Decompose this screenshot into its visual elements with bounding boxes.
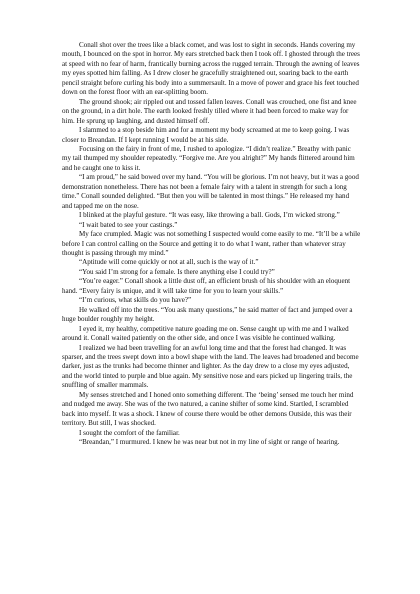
- paragraph-11: “You’re eager.” Conall shook a little dust off, an efficient brush of his shoulder with an eloquent hand. “Every fairy is unique, and it will take time for you to learn your skills.”: [62, 277, 351, 295]
- paragraph-3: I slammed to a stop beside him and for a moment my body screamed at me to keep going. I was closer to Breandan. If I kept running I would be at his side.: [62, 126, 350, 144]
- paragraph-6: I blinked at the playful gesture. “It was easy, like throwing a ball. Gods, I’m wicked strong.”: [79, 211, 340, 220]
- paragraph-7: “I wait bated to see your castings.”: [79, 220, 178, 229]
- paragraph-14: I eyed it, my healthy, competitive nature goading me on. Sense caught up with me and I walked around it. Conall waited patiently on the other side, and once I was visible he continued walking.: [62, 324, 349, 343]
- story-text: [62, 41, 361, 447]
- paragraph-18: “Breandan,” I murmured. I knew he was near but not in my line of sight or range of hearing.: [79, 438, 340, 447]
- paragraph-15: I realized we had been travelling for an awful long time and that the forest had changed. It was sparser, and the trees swept down into a bowl shape with the land. The leaves had broadened and become darker, just as the trunks had become thinner and lighter. As the day drew to a close my eyes adjusted, and the world tinted to purple and blue again. My sensitive nose and ears picked up lingering trails, the snuffling of smaller mammals.: [62, 343, 359, 390]
- paragraph-12: “I’m curious, what skills do you have?”: [79, 296, 192, 305]
- paragraph-5: “I am proud,” he said bowed over my hand. “You will be glorious. I’m not heavy, but it was a good demonstration nonetheless. There has not been a female fairy with a talent in strength for such a long time.” Conall sounded delighted. “But then you will be talented in most things.” He released my hand and tapped me on the nose.: [62, 173, 359, 210]
- paragraph-2: The ground shook; air rippled out and tossed fallen leaves. Conall was crouched, one fist and knee on the ground, in a dirt hole. The earth looked freshly tilled where it had been forced to make way for him. He sprung up laughing, and dusted himself off.: [62, 97, 357, 125]
- paragraph-4: Focusing on the fairy in front of me, I rushed to apologize. “I didn’t realize.” Breathy with panic my tail thumped my shoulder repeatedly. “Forgive me. Are you alright?” My hands flittered around him and he caught one to kiss it.: [62, 144, 355, 172]
- paragraph-16: My senses stretched and I honed onto something different. The ‘being’ sensed me touch her mind and nudged me away. She was of the two natured, a canine shifter of some kind. Startled, I scrambled back into myself. It was a shock. I knew of course there would be other demons Outside, this was their territory. But still, I was shocked.: [62, 390, 354, 428]
- paragraph-17: I sought the comfort of the familiar.: [79, 428, 180, 437]
- paragraph-10: “You said I’m strong for a female. Is there anything else I could try?”: [79, 267, 275, 276]
- paragraph-13: He walked off into the trees. “You ask many questions,” he said matter of fact and jumped over a huge boulder roughly my height.: [62, 305, 353, 324]
- paragraph-8: My face crumpled. Magic was not something I suspected would come easily to me. “It’ll be a while before I can control calling on the Source and getting it to do what I want, rather than whatever stray thought is passing through my mind.”: [62, 230, 361, 257]
- paragraph-9: “Aptitude will come quickly or not at all, such is the way of it.”: [79, 258, 259, 267]
- paragraph-1: Conall shot over the trees like a black comet, and was lost to sight in seconds. Hands covering my mouth, I bounced on the spot in horror. My ears stretched back then I took off. I ghosted through the trees at speed with no fear of harm, frantically burning across the rugged terrain. Through the awning of leaves my eyes spotted him falling. As I drew closer he gracefully straightened out, soaring back to the earth pencil straight before curling his body into a summersault. In a move of power and grace his feet touched down on the forest floor with an ear-splitting boom.: [62, 41, 360, 97]
